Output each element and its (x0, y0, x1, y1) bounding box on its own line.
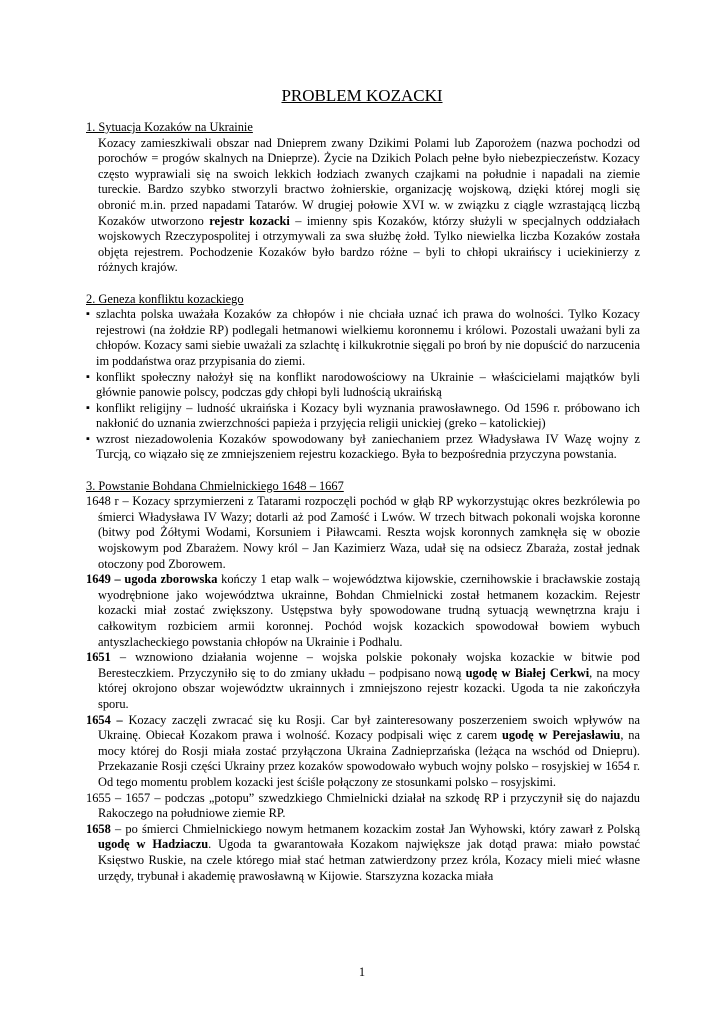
section-3-heading: 3. Powstanie Bohdana Chmielnickiego 1648 – 1667 (86, 478, 344, 493)
s1-text-b: – imienny spis Kozaków, którzy służyli w specjalnych oddziałach wojskowych Rzeczypospolitej i otrzymywali za swa służbę żołd. Tylko niewielka liczba Kozaków została objęta rejestrem. Pochodzenie Kozaków było bardzo różne – byli to chłopi ukraińscy i uciekinierzy z różnych krajów. (98, 213, 640, 275)
entry-1658-bold-ugoda: ugodę w Hadziaczu (98, 837, 209, 852)
entry-1654-bold: 1654 – (86, 712, 123, 727)
entry-1654-text: Kozacy zaczęli zwracać się ku Rosji. Car był zainteresowany poszerzeniem swoich wpływów na Ukrainę. Obiecał Kozakom prawa i wolność. Kozacy podpisali więc z carem (98, 712, 640, 743)
entry-1655: 1655 – 1657 – podczas „potopu” szwedzkiego Chmielnicki działał na szkodę RP i przyczynił się do najazdu Rakoczego na południowe ziemie RP. (86, 790, 640, 821)
section-2-heading: 2. Geneza konfliktu kozackiego (86, 291, 244, 306)
s1-text-a: Kozacy zamieszkiwali obszar nad Dnieprem zwany Dzikimi Polami lub Zaporożem (nazwa pochodzi od porochów = progów skalnych na Dnieprze). Życie na Dzikich Polach pełne było niebezpieczeństw. Kozacy często wyprawiali się na swoich lekkich łodziach zwanych czajkami na południe i napadali na ziemie tureckie. Bardzo szybko stworzyli bractwo żołnierskie, organizację wojskową, dzięki której mogli się obronić m.in. przed napadami Tatarów. W drugiej połowie XVI w. w związku z ciągle wzrastającą liczbą Kozaków utworzono (98, 135, 640, 228)
entry-1649-bold: 1649 – ugoda zborowska (86, 572, 218, 587)
s1-bold-rejestr: rejestr kozacki (209, 213, 290, 228)
entry-1654 (86, 713, 640, 791)
entry-1658-bold: 1658 (86, 821, 111, 836)
section-1-heading: 1. Sytuacja Kozaków na Ukrainie (86, 120, 253, 134)
entry-1649 (86, 572, 640, 650)
entry-1658-text-end: . Ugoda ta gwarantowała Kozakom największe jak dotąd prawa: miało powstać Księstwo Ruskie, na czele którego miał stać hetman zatwierdzony przez króla, Kozacy mieli mieć własne urzędy, trybunał i akademię prawosławną w Kijowie. Starszyzna kozacka miała (98, 837, 640, 883)
section-2-bullet-list (86, 307, 640, 463)
entry-1658 (86, 822, 640, 884)
document-body (86, 120, 640, 884)
entry-1654-bold-ugoda: ugodę w Perejasławiu (502, 728, 621, 743)
page-title: PROBLEM KOZACKI (281, 86, 443, 105)
entry-1651 (86, 650, 640, 712)
page-number: 1 (358, 965, 366, 979)
entry-1658-text: – po śmierci Chmielnickiego nowym hetmanem kozackim został Jan Wyhowski, który zawarł z Polską (110, 821, 640, 836)
entry-1651-bold-ugoda: ugodę w Białej Cerkwi (465, 665, 590, 680)
bullet-item: ▪ konflikt społeczny nałożył się na konflikt narodowościowy na Ukrainie – właścicielami majątków byli głównie panowie polscy, podczas gdy chłopi byli ludnością ukraińską (86, 370, 640, 401)
entry-1648: 1648 r – Kozacy sprzymierzeni z Tatarami rozpoczęli pochód w głąb RP wykorzystując okres bezkrólewia po śmierci Władysława IV Wazy; dotarli aż pod Zamość i Lwów. W trzech bitwach pokonali wojska koronne (bitwy pod Żółtymi Wodami, Korsuniem i Piławcami. Reszta wojsk koronnych zamknęła się w obozie wojskowym pod Zbarażem. Nowy król – Jan Kazimierz Waza, udał się na odsiecz Zbaraża, został jednak otoczony pod Zborowem. (86, 494, 640, 571)
entry-1651-text: – wznowiono działania wojenne – wojska polskie pokonały wojska kozackie w bitwie pod Beresteczkiem. Przyczyniło się to do zmiany układu – podpisano nową (98, 650, 640, 680)
entry-1649-text: kończy 1 etap walk – województwa kijowskie, czernihowskie i bracławskie zostają wyodrębnione jako województwa ukrainne, Bohdan Chmielnicki został hetmanem kozackim. Rejestr kozacki miał zostać zwiększony. Ustępstwa były spowodowane trudną sytuacją wewnętrzna kraju i całkowitym rozbiciem armii koronnej. Pochód wojsk kozackich spowodował bowiem wybuch antyszlacheckiego powstania chłopów na Ukrainie i Podhalu. (98, 572, 640, 649)
entry-1651-text-end: , na mocy której okrojono obszar województw ukrainnych i zmniejszono rejestr kozacki. Ugoda ta nie zakończyła sporu. (98, 665, 640, 711)
bullet-item: ▪ wzrost niezadowolenia Kozaków spowodowany był zaniechaniem przez Władysława IV Wazę wojny z Turcją, co wiązało się ze zmniejszeniem rejestru kozackiego. Była to bezpośrednia przyczyna powstania. (86, 432, 640, 463)
entry-1654-text-end: , na mocy której do Rosji miała zostać przyłączona Ukraina Zadnieprzańska (leżąca na wschód od Dniepru). Przekazanie Rosji części Ukrainy przez kozaków spowodowało wybuch wojny polsko – rosyjskiej w 1654 r. Od tego momentu problem kozacki jest ściśle połączony ze stosunkami polsko – rosyjskimi. (98, 728, 640, 789)
section-1-paragraph (86, 136, 640, 276)
bullet-item: ▪ konflikt religijny – ludność ukraińska i Kozacy byli wyznania prawosławnego. Od 1596 r. próbowano ich nakłonić do uznania zwierzchności papieża i przyjęcia religii unickiej (greko – katolickiej) (86, 401, 640, 432)
bullet-item: ▪ szlachta polska uważała Kozaków za chłopów i nie chciała uznać ich prawa do wolności. Tylko Kozacy rejestrowi (na żołdzie RP) podlegali hetmanowi wielkiemu koronnemu i królowi. Pozostali uważani byli za chłopów. Kozacy sami siebie uważali za szlachtę i kilkukrotnie sięgali po broń by nie dopuścić do narzucenia im poddaństwa oraz przypisania do ziemi. (86, 307, 640, 369)
entry-1651-bold: 1651 (86, 650, 111, 665)
